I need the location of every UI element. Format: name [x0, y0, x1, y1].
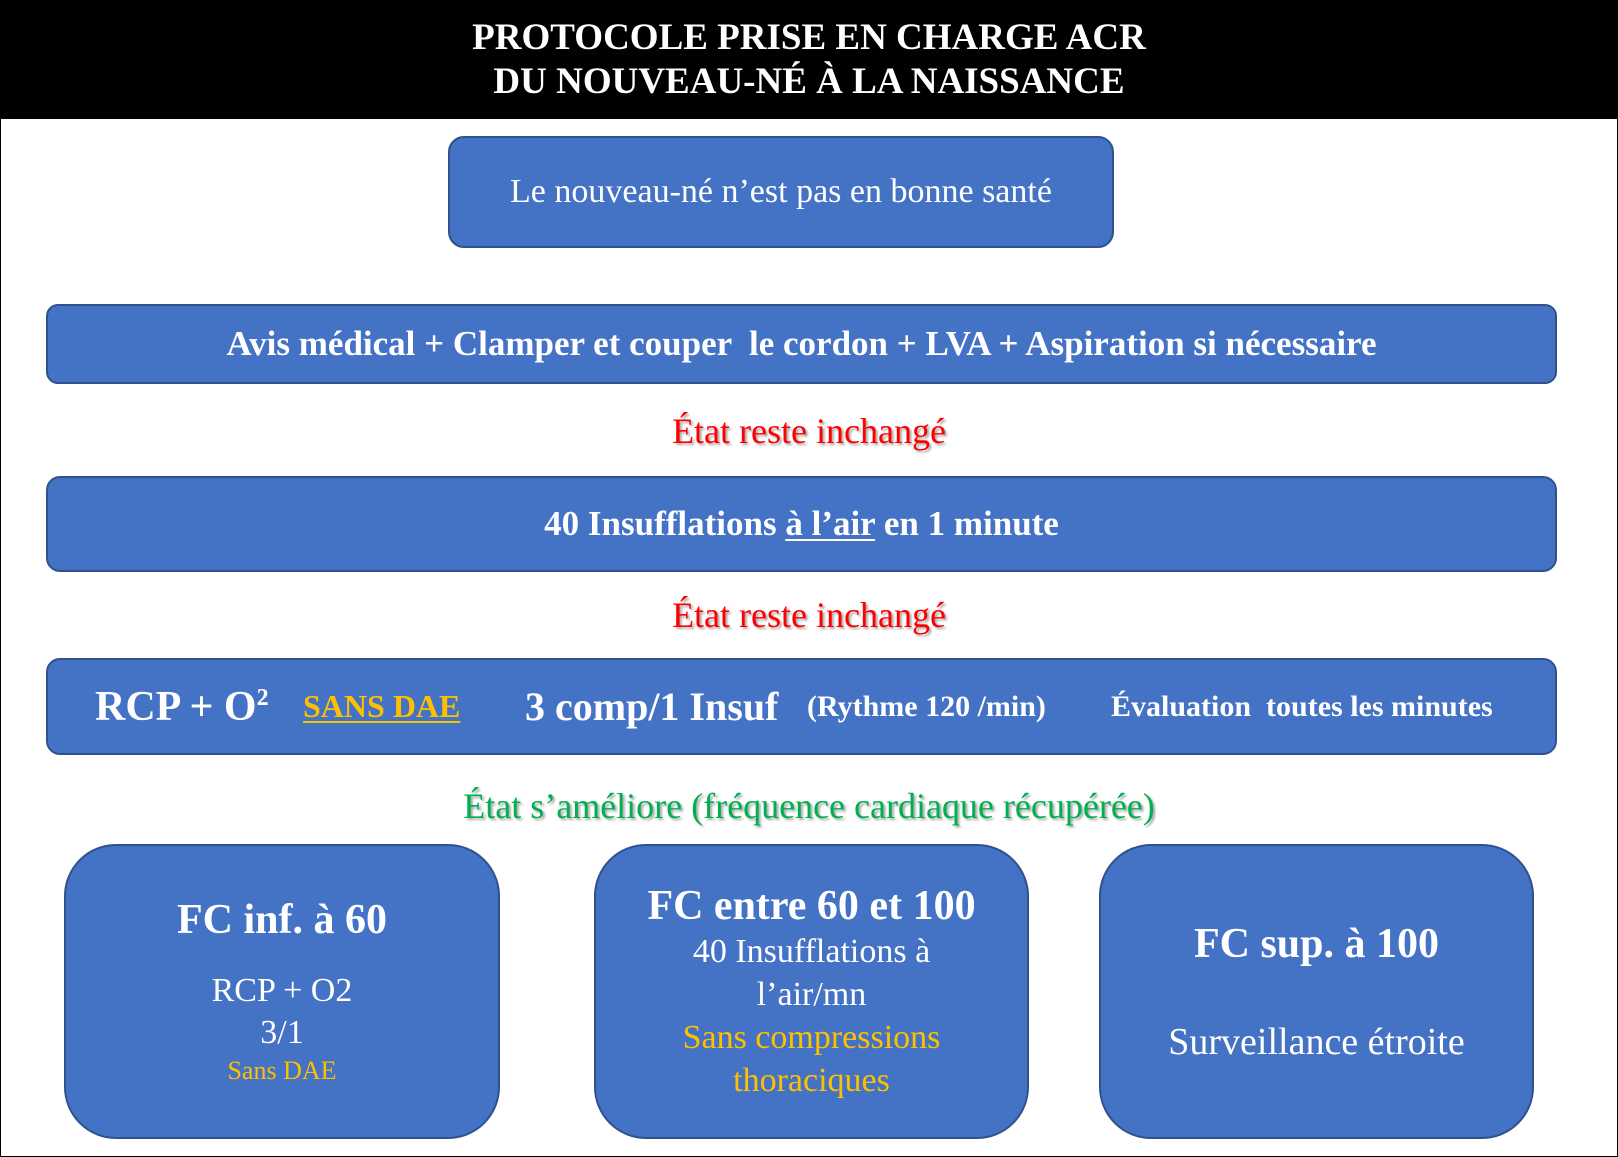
outcome-fc-low-line2: 3/1: [260, 1013, 304, 1051]
ratio-label: 3 comp/1 Insuf: [525, 684, 779, 729]
outcome-fc-high-box: [1099, 844, 1534, 1139]
rcp-o2-superscript: 2: [256, 684, 269, 711]
header-title-line1: PROTOCOLE PRISE EN CHARGE ACR: [472, 17, 1146, 58]
outcome-fc-high-title: FC sup. à 100: [1193, 920, 1440, 967]
status-unchanged-2: État reste inchangé: [672, 595, 946, 635]
outcome-fc-mid-line2: l’air/mn: [756, 975, 867, 1013]
header-title-line2: DU NOUVEAU-NÉ À LA NAISSANCE: [493, 61, 1125, 102]
header-title-bar: [1, 1, 1617, 119]
evaluation-label: Évaluation toutes les minutes: [1111, 689, 1493, 723]
rythme-label: (Rythme 120 /min): [807, 689, 1046, 723]
step-insufflations-text: [544, 504, 1059, 544]
outcome-fc-mid-box: [594, 844, 1029, 1139]
insufflations-air-underlined: à l’air: [785, 504, 876, 543]
outcome-fc-mid-line1: 40 Insufflations à: [692, 932, 931, 970]
outcome-fc-low-note: Sans DAE: [227, 1055, 337, 1085]
status-improved: État s’améliore (fréquence cardiaque récupérée): [463, 786, 1155, 826]
outcome-fc-mid-note2: thoraciques: [733, 1061, 890, 1099]
rcp-o2-label: RCP + $O^2$: [95, 683, 269, 730]
step-initial-care-text: Avis médical + Clamper et couper le cordon + LVA + Aspiration si nécessaire: [226, 324, 1377, 363]
start-condition-box: [448, 136, 1114, 248]
outcome-fc-mid-title: FC entre 60 et 100: [647, 882, 976, 929]
start-condition-text: Le nouveau-né n’est pas en bonne santé: [510, 173, 1052, 210]
insufflations-duration: en 1 minute: [875, 504, 1059, 543]
outcome-fc-low-title: FC inf. à 60: [177, 896, 387, 943]
outcome-fc-low-box: [64, 844, 500, 1139]
insufflations-count: 40 Insufflations: [544, 504, 786, 543]
step-initial-care-box: [46, 304, 1557, 384]
outcome-fc-low-line1: RCP + O2: [211, 971, 353, 1009]
status-unchanged-1: État reste inchangé: [672, 411, 946, 451]
outcome-fc-mid-note1: Sans compressions: [682, 1018, 941, 1056]
step-insufflations-box: [46, 476, 1557, 572]
outcome-fc-high-line1: Surveillance étroite: [1168, 1020, 1465, 1063]
sans-dae-label: SANS DAE: [303, 688, 461, 724]
step-rcp-box: [46, 658, 1557, 755]
